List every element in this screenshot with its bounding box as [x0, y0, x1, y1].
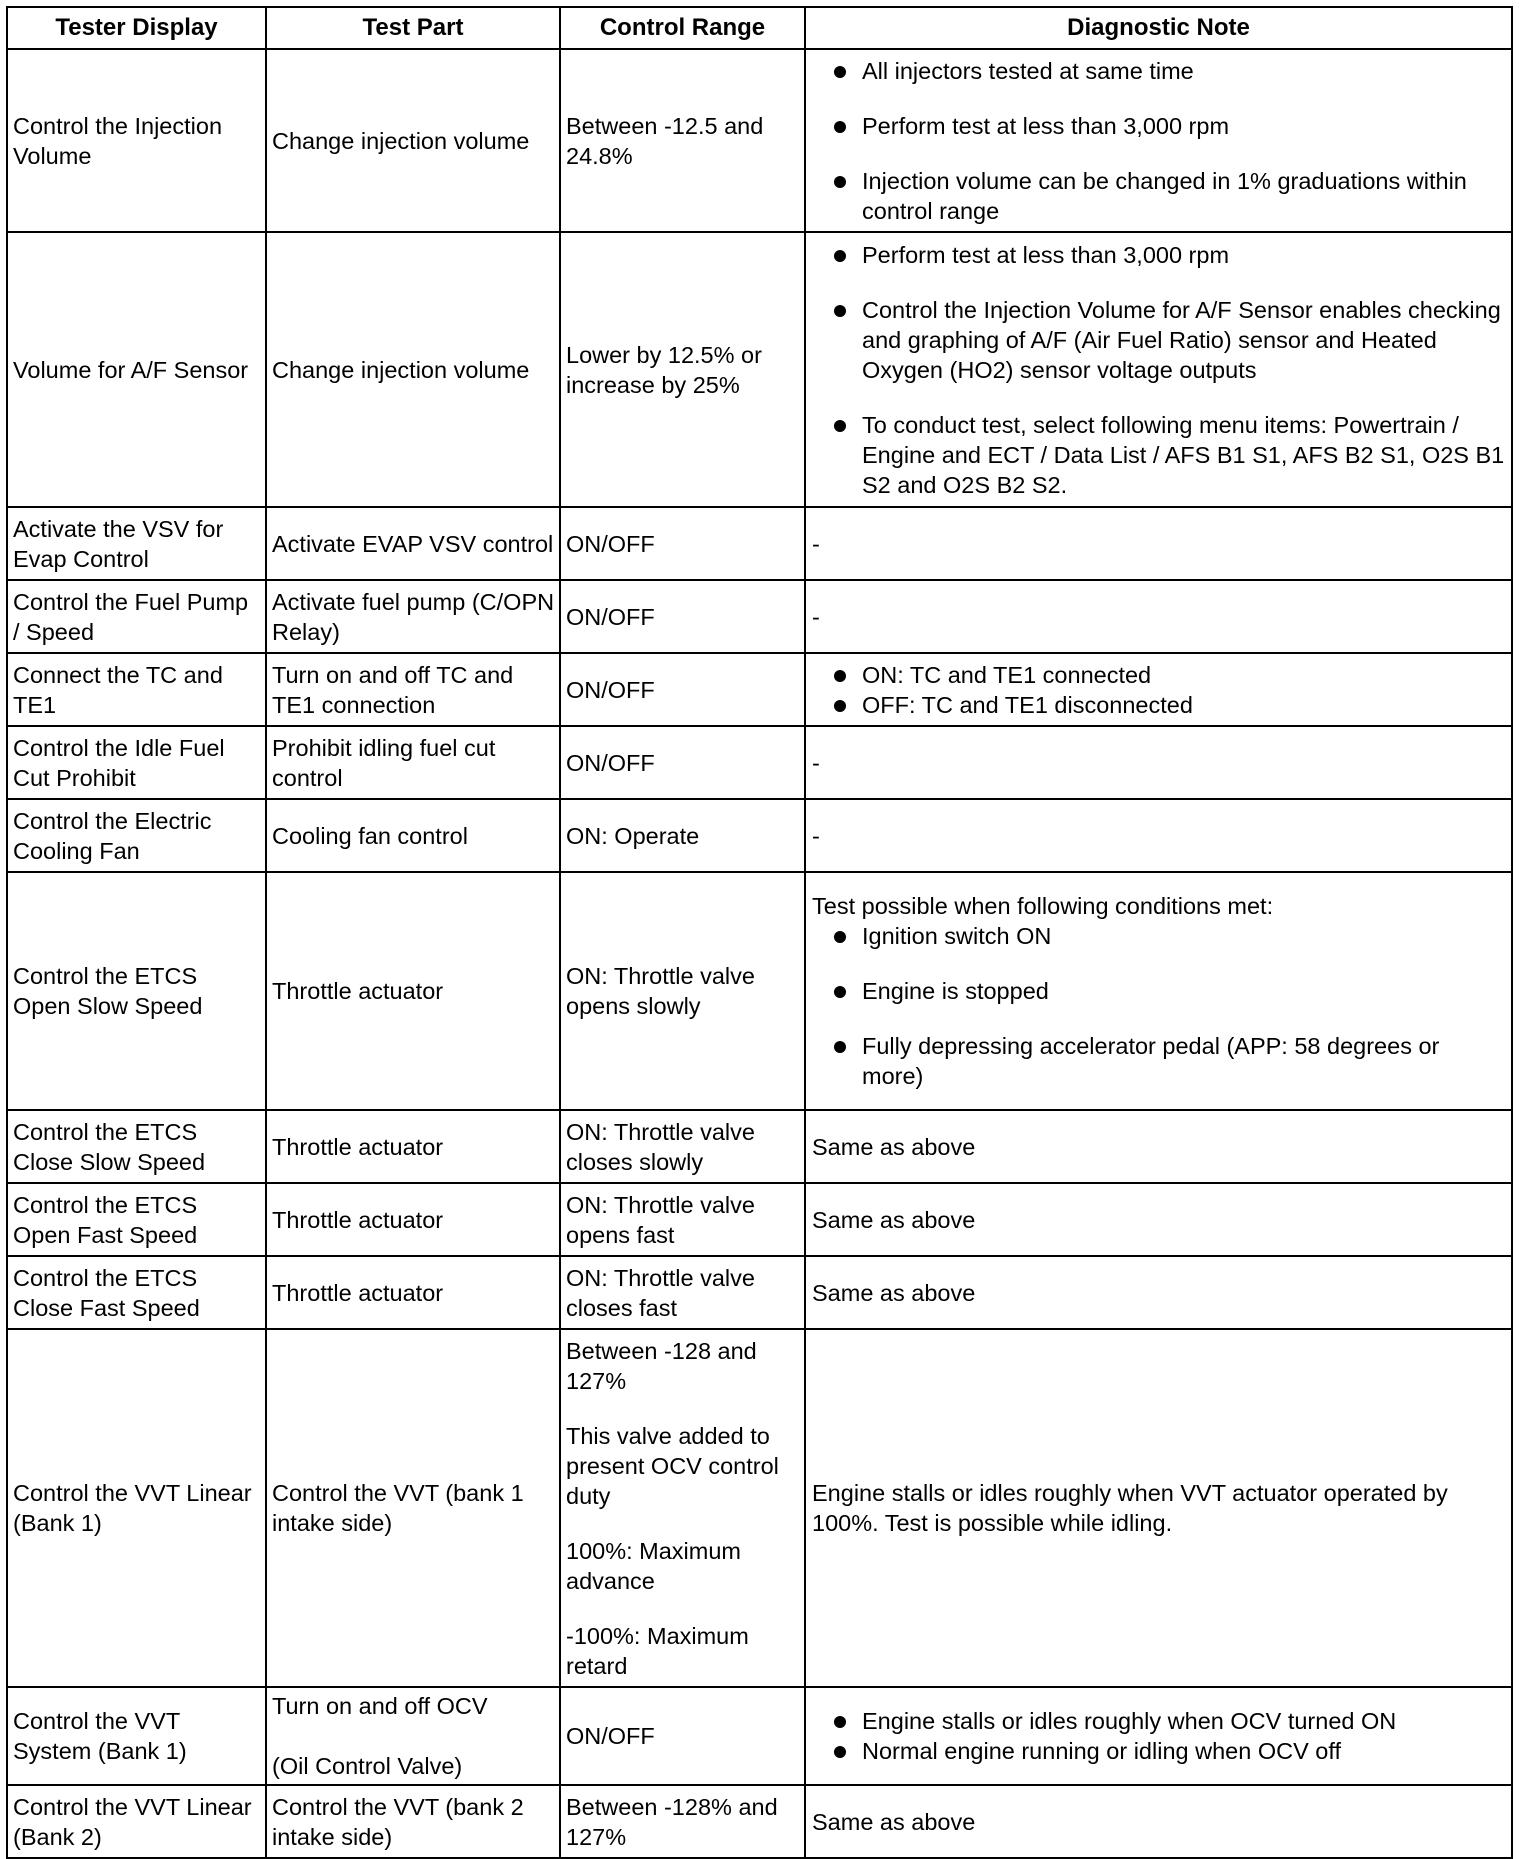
diagnostic-note-text: - — [812, 530, 820, 557]
list-item: All injectors tested at same time — [812, 56, 1507, 86]
table-row — [7, 799, 1512, 872]
tester-display-cell: Control the VVT Linear (Bank 1) — [7, 1329, 266, 1687]
diagnostic-note-text: Test possible when following conditions met: — [812, 893, 1274, 919]
control-range-text: ON/OFF — [566, 749, 655, 776]
control-range-cell — [560, 507, 805, 580]
diagnostic-note-cell — [805, 1110, 1512, 1183]
test-part-cell: Turn on and off TC and TE1 connection — [266, 653, 560, 726]
control-range-text: ON/OFF — [566, 603, 655, 630]
control-range-text: Between -12.5 and 24.8% — [566, 112, 764, 169]
table-row — [7, 580, 1512, 653]
diagnostic-note-cell — [805, 872, 1512, 1110]
tester-display-cell: Control the Injection Volume — [7, 49, 266, 232]
control-range-text: ON/OFF — [566, 676, 655, 703]
control-range-cell — [560, 232, 805, 507]
test-part-cell: Cooling fan control — [266, 799, 560, 872]
test-part-cell: Throttle actuator — [266, 1110, 560, 1183]
table-row — [7, 49, 1512, 232]
control-range-text: ON: Operate — [566, 822, 700, 849]
diagnostic-note-cell — [805, 726, 1512, 799]
control-range-text: Lower by 12.5% or increase by 25% — [566, 341, 762, 398]
active-test-table — [6, 6, 1513, 1859]
tester-display-cell: Control the Idle Fuel Cut Prohibit — [7, 726, 266, 799]
diagnostic-note-list — [812, 56, 1507, 226]
diagnostic-note-cell — [805, 580, 1512, 653]
test-part-cell: Control the VVT (bank 1 intake side) — [266, 1329, 560, 1687]
table-row — [7, 232, 1512, 507]
control-range-cell — [560, 1785, 805, 1858]
diagnostic-note-text: Engine stalls or idles roughly when VVT actuator operated by 100%. Test is possible while idling. — [812, 1480, 1448, 1536]
control-range-text: 100%: Maximum advance — [566, 1537, 741, 1594]
control-range-cell — [560, 1256, 805, 1329]
diagnostic-note-text: - — [812, 749, 820, 776]
tester-display-cell: Control the ETCS Close Fast Speed — [7, 1256, 266, 1329]
diagnostic-note-text: - — [812, 603, 820, 630]
list-item: OFF: TC and TE1 disconnected — [812, 690, 1507, 720]
list-item: Injection volume can be changed in 1% graduations within control range — [812, 166, 1507, 226]
control-range-text: ON: Throttle valve opens slowly — [566, 963, 755, 1019]
control-range-cell — [560, 726, 805, 799]
table-body — [7, 49, 1512, 1858]
table-row — [7, 1329, 1512, 1687]
table-row — [7, 1785, 1512, 1858]
list-item: Perform test at less than 3,000 rpm — [812, 240, 1507, 270]
diagnostic-note-cell — [805, 1256, 1512, 1329]
control-range-text: ON/OFF — [566, 1723, 655, 1749]
diagnostic-note-cell — [805, 49, 1512, 232]
list-item: Normal engine running or idling when OCV off — [812, 1736, 1507, 1766]
active-test-table-container — [6, 6, 1511, 1859]
control-range-cell — [560, 1110, 805, 1183]
table-row — [7, 1687, 1512, 1785]
diagnostic-note-cell — [805, 232, 1512, 507]
test-part-cell: Turn on and off OCV (Oil Control Valve) — [266, 1687, 560, 1785]
list-item: To conduct test, select following menu items: Powertrain / Engine and ECT / Data List / AFS B1 S1, AFS B2 S1, O2S B1 S2 and O2S B2 S2. — [812, 410, 1507, 500]
table-row — [7, 653, 1512, 726]
tester-display-cell: Volume for A/F Sensor — [7, 232, 266, 507]
control-range-text: ON/OFF — [566, 530, 655, 557]
table-row — [7, 1183, 1512, 1256]
tester-display-cell: Control the Electric Cooling Fan — [7, 799, 266, 872]
table-row — [7, 872, 1512, 1110]
test-part-cell: Change injection volume — [266, 49, 560, 232]
test-part-cell: Activate fuel pump (C/OPN Relay) — [266, 580, 560, 653]
diagnostic-note-cell — [805, 1785, 1512, 1858]
control-range-cell — [560, 1687, 805, 1785]
tester-display-cell: Connect the TC and TE1 — [7, 653, 266, 726]
table-header-row — [7, 7, 1512, 49]
list-item: Fully depressing accelerator pedal (APP: 58 degrees or more) — [812, 1031, 1507, 1091]
diagnostic-note-cell — [805, 1183, 1512, 1256]
header-diagnostic-note: Diagnostic Note — [805, 7, 1512, 49]
diagnostic-note-text: Same as above — [812, 1206, 976, 1233]
control-range-text: ON: Throttle valve opens fast — [566, 1191, 755, 1248]
diagnostic-note-text: Same as above — [812, 1279, 976, 1306]
tester-display-cell: Control the VVT Linear (Bank 2) — [7, 1785, 266, 1858]
diagnostic-note-list — [812, 240, 1507, 500]
test-part-cell: Prohibit idling fuel cut control — [266, 726, 560, 799]
diagnostic-note-cell — [805, 653, 1512, 726]
control-range-text: This valve added to present OCV control duty — [566, 1422, 779, 1509]
diagnostic-note-text: - — [812, 822, 820, 849]
tester-display-cell: Control the ETCS Close Slow Speed — [7, 1110, 266, 1183]
tester-display-cell: Activate the VSV for Evap Control — [7, 507, 266, 580]
test-part-cell: Throttle actuator — [266, 1256, 560, 1329]
control-range-text: ON: Throttle valve closes fast — [566, 1264, 755, 1321]
control-range-text: ON: Throttle valve closes slowly — [566, 1118, 755, 1175]
control-range-cell — [560, 1183, 805, 1256]
tester-display-cell: Control the ETCS Open Fast Speed — [7, 1183, 266, 1256]
test-part-cell: Throttle actuator — [266, 872, 560, 1110]
table-row — [7, 1110, 1512, 1183]
list-item: ON: TC and TE1 connected — [812, 660, 1507, 690]
list-item: Engine is stopped — [812, 976, 1507, 1006]
control-range-cell — [560, 49, 805, 232]
test-part-cell: Control the VVT (bank 2 intake side) — [266, 1785, 560, 1858]
tester-display-cell: Control the Fuel Pump / Speed — [7, 580, 266, 653]
control-range-cell — [560, 799, 805, 872]
control-range-cell — [560, 580, 805, 653]
table-row — [7, 507, 1512, 580]
control-range-text: Between -128% and 127% — [566, 1793, 778, 1850]
list-item: Perform test at less than 3,000 rpm — [812, 111, 1507, 141]
test-part-cell: Change injection volume — [266, 232, 560, 507]
control-range-cell — [560, 653, 805, 726]
tester-display-cell: Control the ETCS Open Slow Speed — [7, 872, 266, 1110]
diagnostic-note-cell — [805, 1687, 1512, 1785]
test-part-cell: Throttle actuator — [266, 1183, 560, 1256]
list-item: Engine stalls or idles roughly when OCV turned ON — [812, 1706, 1507, 1736]
list-item: Ignition switch ON — [812, 921, 1507, 951]
control-range-cell — [560, 1329, 805, 1687]
header-control-range: Control Range — [560, 7, 805, 49]
control-range-cell — [560, 872, 805, 1110]
list-item: Control the Injection Volume for A/F Sensor enables checking and graphing of A/F (Air Fuel Ratio) sensor and Heated Oxygen (HO2) sensor voltage outputs — [812, 295, 1507, 385]
diagnostic-note-cell — [805, 799, 1512, 872]
diagnostic-note-list — [812, 921, 1507, 1091]
table-row — [7, 726, 1512, 799]
control-range-text: Between -128 and 127% — [566, 1337, 757, 1394]
table-row — [7, 1256, 1512, 1329]
diagnostic-note-list — [812, 660, 1507, 720]
diagnostic-note-list — [812, 1706, 1507, 1766]
diagnostic-note-text: Same as above — [812, 1808, 976, 1835]
diagnostic-note-cell — [805, 1329, 1512, 1687]
diagnostic-note-cell — [805, 507, 1512, 580]
control-range-text: -100%: Maximum retard — [566, 1622, 749, 1679]
test-part-cell: Activate EVAP VSV control — [266, 507, 560, 580]
header-test-part: Test Part — [266, 7, 560, 49]
tester-display-cell: Control the VVT System (Bank 1) — [7, 1687, 266, 1785]
header-tester-display: Tester Display — [7, 7, 266, 49]
diagnostic-note-text: Same as above — [812, 1133, 976, 1160]
